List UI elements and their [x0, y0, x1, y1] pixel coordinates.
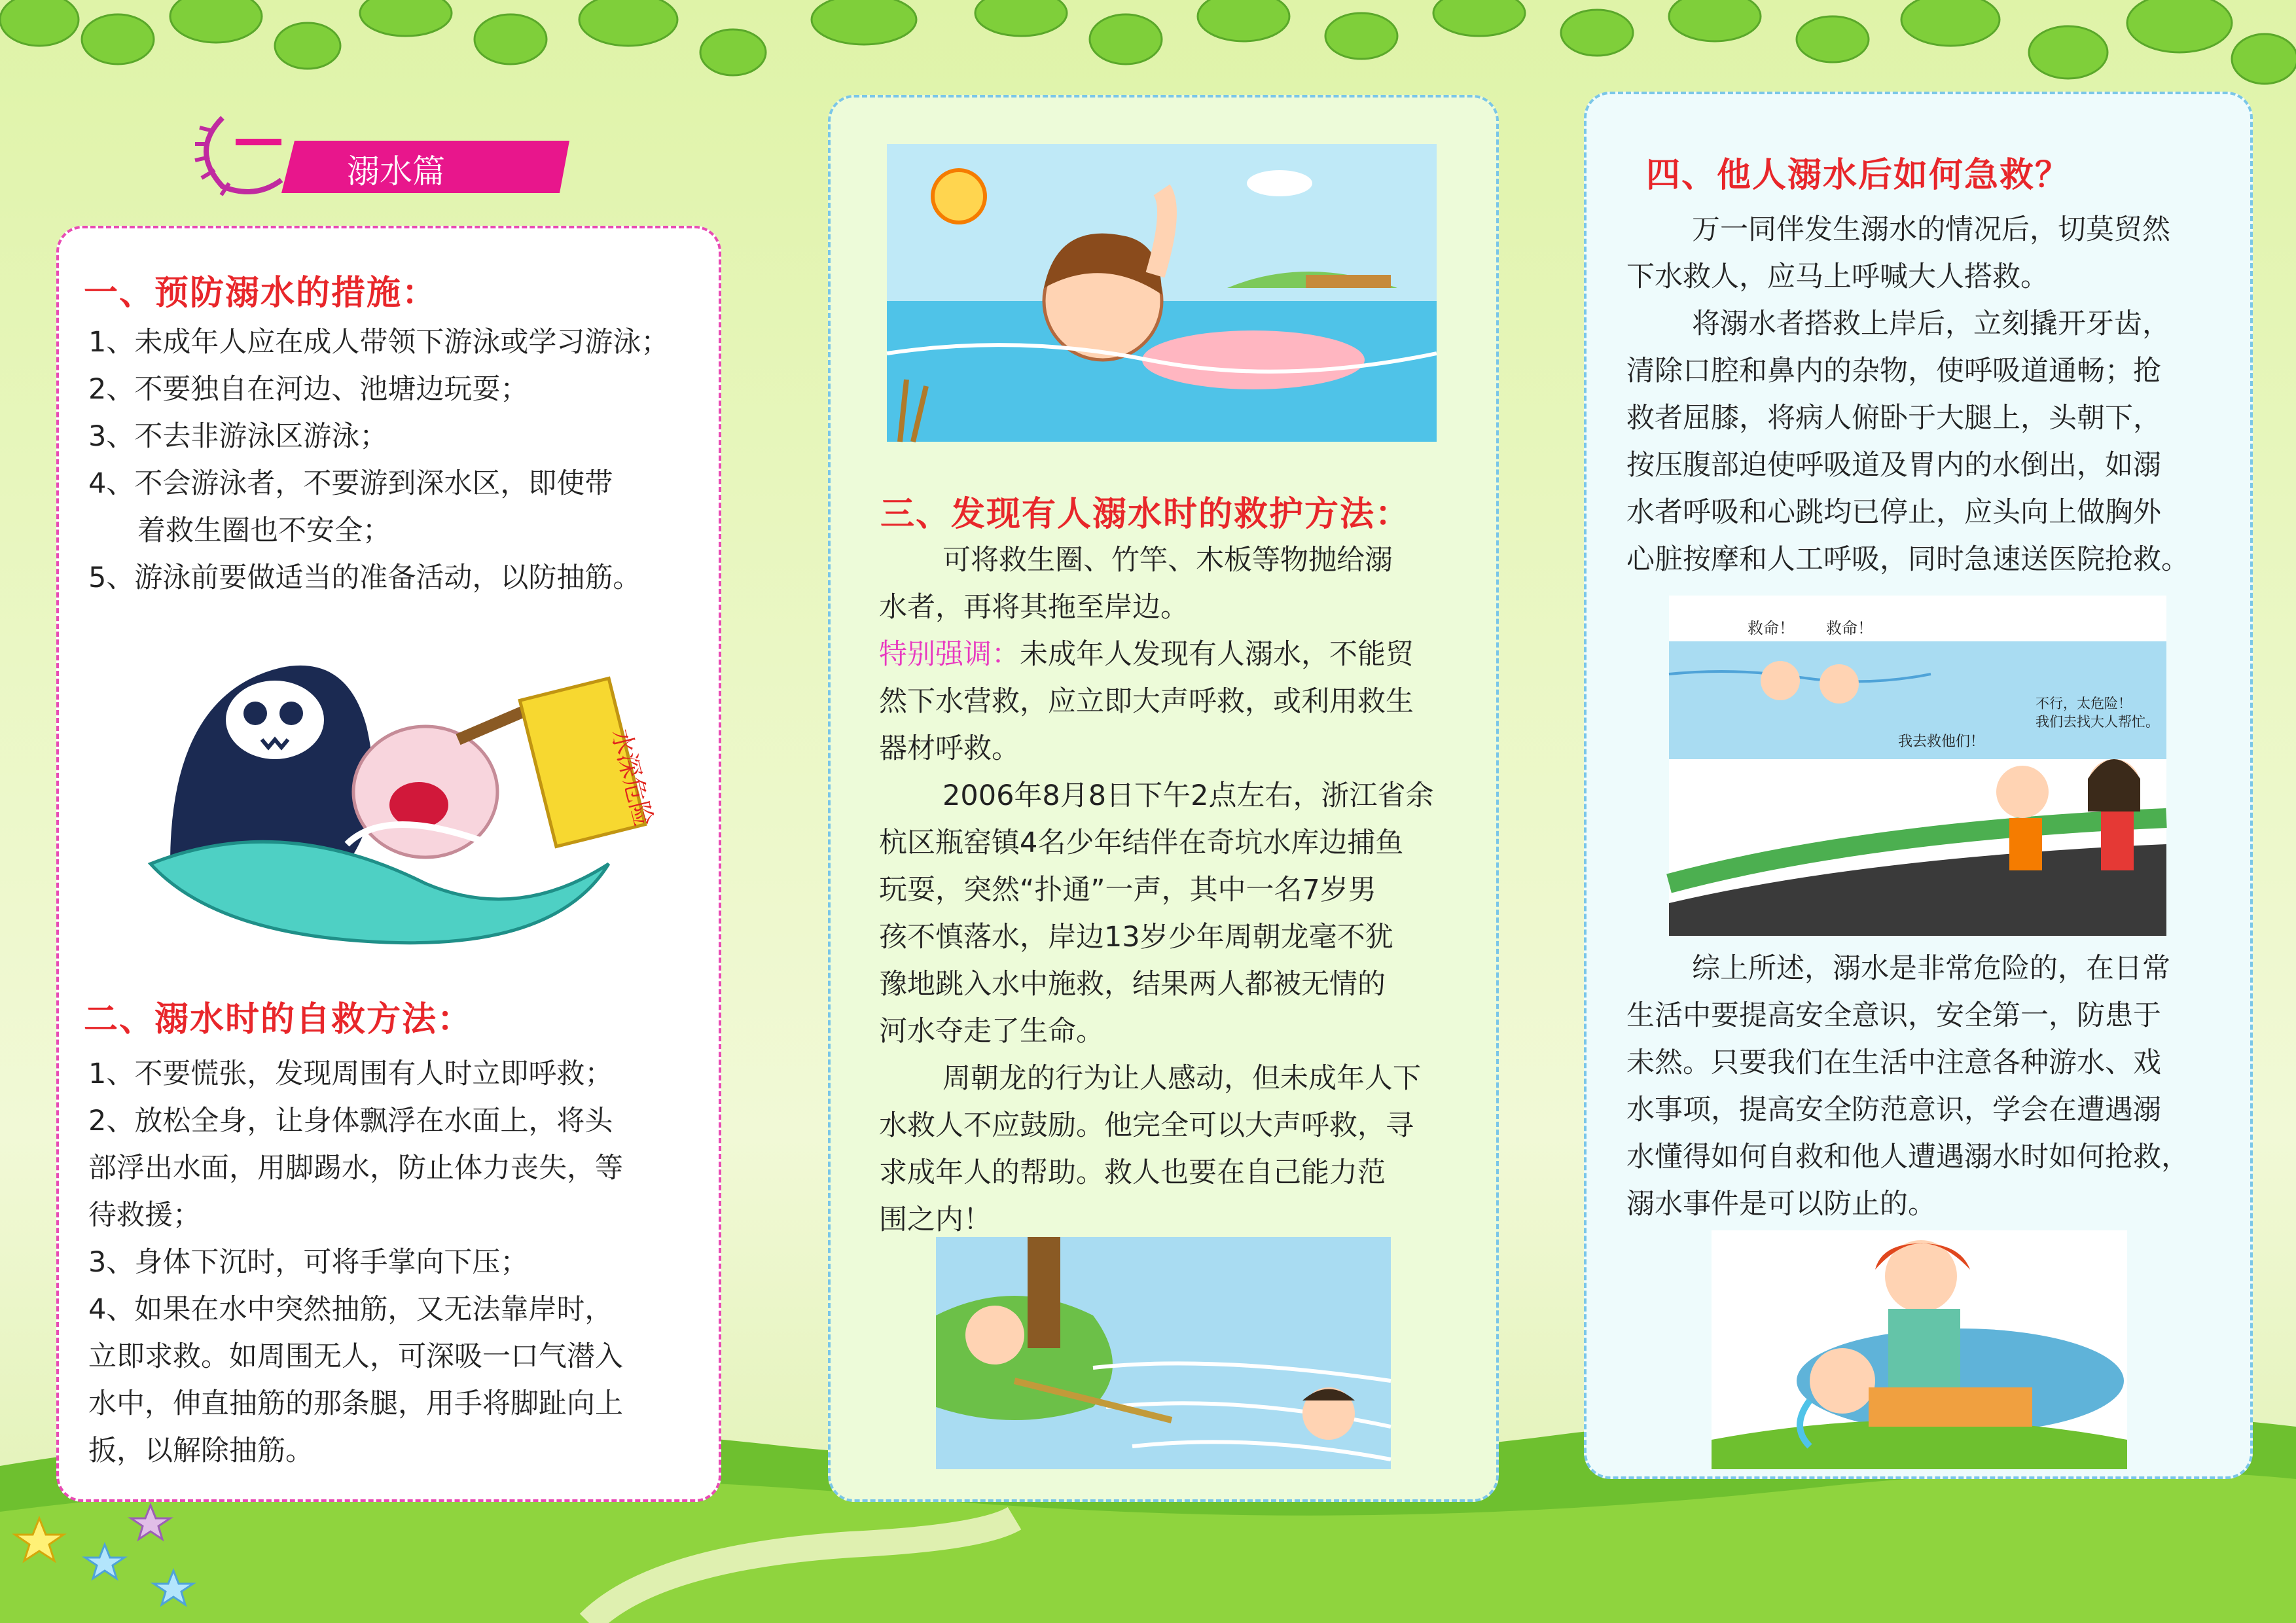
paragraph-line: 周朝龙的行为让人感动，但未成年人下 [942, 1062, 1421, 1095]
paragraph-line: 玩耍，突然“扑通”一声，其中一名7岁男 [879, 874, 1376, 906]
paragraph-line: 溺水事件是可以防止的。 [1626, 1188, 1936, 1221]
cpr-illustration [1712, 1230, 2127, 1469]
list-item: 2、放松全身，让身体飘浮在水面上，将头 [88, 1105, 613, 1137]
speech-bubble: 救命！ [1826, 619, 1873, 637]
paragraph-line: 器材呼救。 [879, 732, 1020, 765]
paragraph-line: 水者，再将其拖至岸边。 [879, 591, 1189, 624]
drowning-danger-illustration [151, 648, 658, 949]
speech-bubble: 不行，太危险！ [2036, 696, 2132, 711]
list-item: 4、不会游泳者，不要游到深水区，即使带 [88, 467, 613, 500]
paragraph-line: 将溺水者搭救上岸后，立刻撬开牙齿， [1692, 308, 2170, 340]
speech-bubble: 我去救他们！ [1898, 734, 1985, 750]
list-item: 2、不要独自在河边、池塘边玩耍； [88, 373, 529, 406]
emphasis-text: 未成年人发现有人溺水，不能贸 [1020, 638, 1414, 671]
list-item: 4、如果在水中突然抽筋，又无法靠岸时， [88, 1293, 613, 1326]
section-tab-label: 溺水篇 [347, 152, 445, 190]
paragraph-line: 孩不慎落水，岸边13岁少年周朝龙毫不犹 [879, 921, 1393, 954]
paragraph-line: 下水救人，应马上呼喊大人搭救。 [1626, 260, 2049, 293]
paragraph-line: 心脏按摩和人工呼吸，同时急速送医院抢救。 [1626, 543, 2189, 576]
emphasis-label: 特别强调： [879, 638, 1020, 671]
list-item: 扳，以解除抽筋。 [88, 1435, 314, 1467]
list-item: 水中，伸直抽筋的那条腿，用手将脚趾向上 [88, 1387, 623, 1420]
paragraph-line: 豫地跳入水中施救，结果两人都被无情的 [879, 968, 1386, 1001]
call-adults-illustration [1669, 596, 2166, 936]
boy-drowning-illustration [887, 144, 1437, 442]
speech-bubble: 救命！ [1748, 619, 1795, 637]
paragraph-line: 救者屈膝，将病人俯卧于大腿上，头朝下， [1626, 402, 2161, 435]
paragraph-line: 按压腹部迫使呼吸道及胃内的水倒出，如溺 [1626, 449, 2161, 482]
list-item: 立即求救。如周围无人，可深吸一口气潜入 [88, 1340, 623, 1373]
heading-first-aid: 四、他人溺水后如何急救？ [1646, 156, 2071, 195]
paragraph-line: 水者呼吸和心跳均已停止，应头向上做胸外 [1626, 496, 2161, 529]
paragraph-line: 2006年8月8日下午2点左右，浙江省余 [942, 779, 1434, 812]
paragraph-line: 杭区瓶窑镇4名少年结伴在奇坑水库边捕鱼 [879, 827, 1404, 859]
list-item: 待救援； [88, 1199, 201, 1232]
stick-rescue-illustration [936, 1237, 1391, 1469]
heading-self-rescue: 二、溺水时的自救方法： [84, 1000, 473, 1039]
paragraph-line: 水懂得如何自救和他人遭遇溺水时如何抢救， [1626, 1141, 2189, 1173]
paragraph-line: 水救人不应鼓励。他完全可以大声呼救，寻 [879, 1109, 1414, 1142]
paragraph-line: 求成年人的帮助。救人也要在自己能力范 [879, 1156, 1386, 1189]
list-item: 1、不要慌张，发现周围有人时立即呼救； [88, 1058, 613, 1090]
paragraph-line: 综上所述，溺水是非常危险的，在日常 [1692, 952, 2170, 985]
danger-sign-text: 水深危险 [606, 726, 658, 830]
paragraph-line: 水事项，提高安全防范意识，学会在遭遇溺 [1626, 1094, 2161, 1126]
paragraph-line: 可将救生圈、竹竿、木板等物抛给溺 [942, 544, 1393, 577]
emphasis-line [879, 631, 1414, 678]
heading-rescue-methods: 三、发现有人溺水时的救护方法： [880, 495, 1411, 534]
list-item: 3、不去非游泳区游泳； [88, 420, 388, 453]
paragraph-line: 然下水营救，应立即大声呼救，或利用救生 [879, 685, 1414, 718]
list-item: 着救生圈也不安全； [137, 514, 391, 547]
paragraph-line: 清除口腔和鼻内的杂物，使呼吸道通畅；抢 [1626, 355, 2161, 387]
heading-prevention: 一、预防溺水的措施： [84, 274, 438, 313]
paragraph-line: 河水夺走了生命。 [879, 1015, 1104, 1048]
list-item: 5、游泳前要做适当的准备活动，以防抽筋。 [88, 562, 641, 594]
paragraph-line: 生活中要提高安全意识，安全第一，防患于 [1626, 999, 2161, 1032]
paragraph-line: 围之内！ [879, 1204, 992, 1236]
list-item: 3、身体下沉时，可将手掌向下压； [88, 1246, 529, 1279]
list-item: 1、未成年人应在成人带领下游泳或学习游泳； [88, 326, 670, 359]
paragraph-line: 万一同伴发生溺水的情况后，切莫贸然 [1692, 213, 2170, 246]
paragraph-line: 未然。只要我们在生活中注意各种游水、戏 [1626, 1046, 2161, 1079]
speech-bubble: 我们去找大人帮忙。 [2036, 714, 2159, 730]
list-item: 部浮出水面，用脚踢水，防止体力丧失，等 [88, 1152, 623, 1185]
